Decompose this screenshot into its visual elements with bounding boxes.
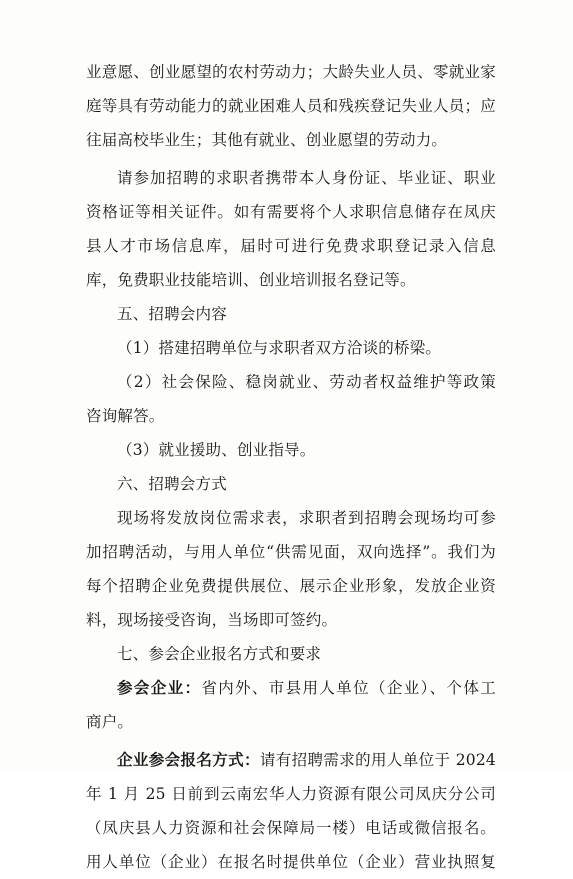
text-line: 商户。 [86,713,134,731]
paragraph-start-line: 现场将发放岗位需求表，求职者到招聘会现场均可参 [117,509,496,527]
text-line: 咨询解答。 [86,407,165,425]
participants-text: 省内外、市县用人单位（企业）、个体工 [201,679,496,697]
text-line: （凤庆县人力资源和社会保障局一楼）电话或微信报名。 [86,819,496,837]
text-line: 库，免费职业技能培训、创业培训报名登记等。 [86,271,416,289]
list-item-3: （3）就业援助、创业指导。 [117,441,316,459]
section-heading-7: 七、参会企业报名方式和要求 [117,645,322,663]
registration-label: 企业参会报名方式： [117,750,260,769]
participants-label: 参会企业： [117,678,202,697]
text-line: 往届高校毕业生；其他有就业、创业愿望的劳动力。 [86,131,448,149]
registration-line [86,743,496,777]
list-item-1: （1）搭建招聘单位与求职者双方洽谈的桥梁。 [117,339,442,357]
text-line: 每个招聘企业免费提供展位、展示企业形象，发放企业资 [86,577,496,595]
text-line: 资格证等相关证件。如有需要将个人求职信息储存在凤庆 [86,203,496,221]
participants-line [86,671,496,705]
document-body [86,55,496,879]
text-line: 业意愿、创业愿望的农村劳动力；大龄失业人员、零就业家 [86,63,496,81]
section-heading-6: 六、招聘会方式 [117,475,227,493]
list-item-2: （2）社会保险、稳岗就业、劳动者权益维护等政策 [117,373,496,391]
text-line: 年 1 月 25 日前到云南宏华人力资源有限公司凤庆分公司 [86,785,496,803]
text-line: 用人单位（企业）在报名时提供单位（企业）营业执照复 [86,853,496,871]
text-line: 县人才市场信息库，届时可进行免费求职登记录入信息 [86,237,496,255]
text-line: 加招聘活动，与用人单位“供需见面，双向选择”。我们为 [86,543,496,561]
registration-text: 请有招聘需求的用人单位于 2024 [259,751,496,769]
paragraph-start-line: 请参加招聘的求职者携带本人身份证、毕业证、职业 [117,169,496,187]
section-heading-5: 五、招聘会内容 [117,305,227,323]
text-line: 料，现场接受咨询，当场即可签约。 [86,611,338,629]
text-line: 庭等具有劳动能力的就业困难人员和残疾登记失业人员；应 [86,97,496,115]
